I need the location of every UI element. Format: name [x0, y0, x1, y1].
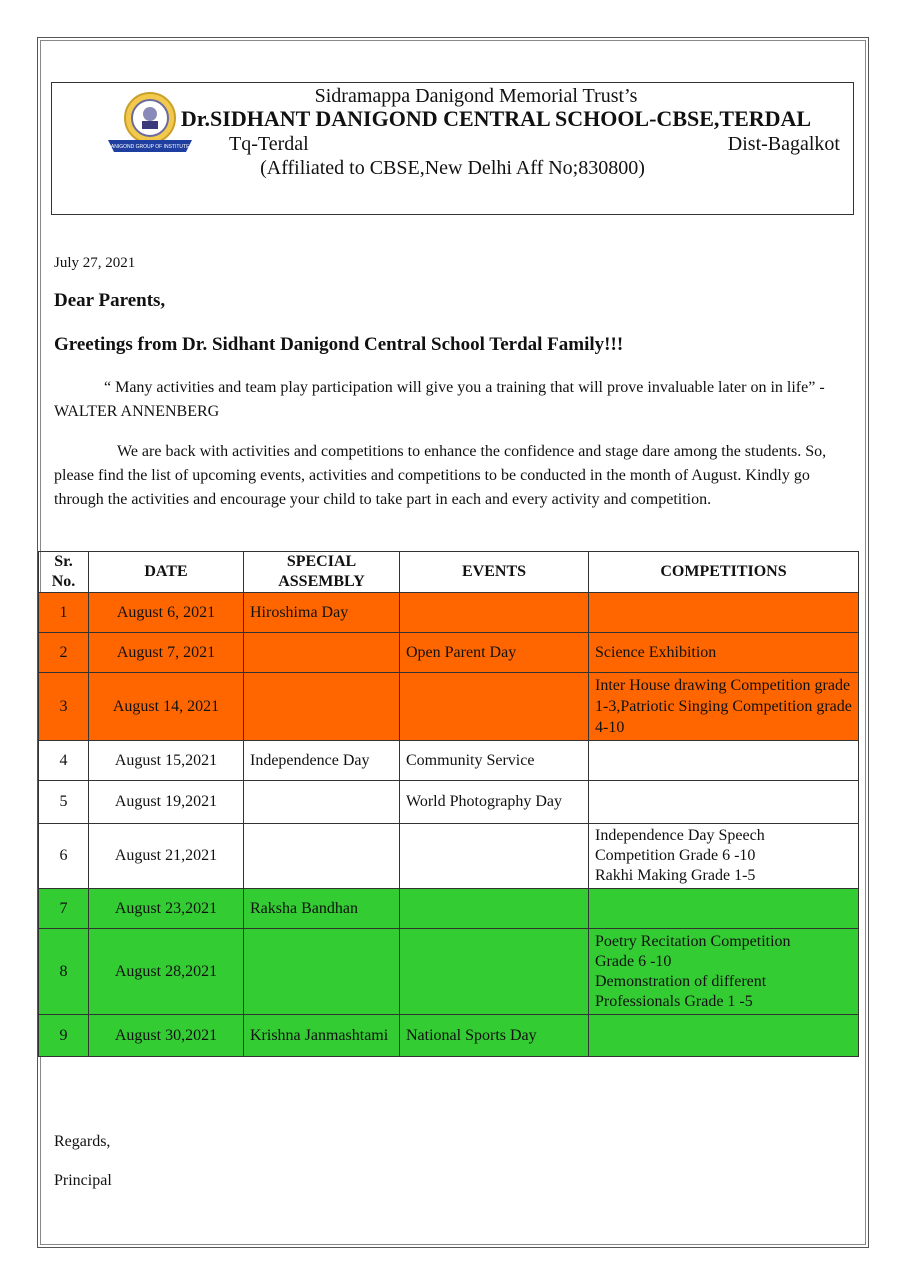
- cell-competitions: [589, 781, 859, 824]
- table-row: [39, 1015, 859, 1057]
- table-header-row: [39, 552, 859, 593]
- cell-assembly: Independence Day: [244, 741, 400, 781]
- cell-competitions: [589, 1015, 859, 1057]
- header-events: EVENTS: [400, 552, 589, 593]
- quote-paragraph: “ Many activities and team play participation will give you a training that will prove invaluable later on in life” - WALTER ANNENBERG: [54, 379, 825, 420]
- cell-sr: 5: [39, 781, 89, 824]
- cell-sr: 4: [39, 741, 89, 781]
- table-row: [39, 633, 859, 673]
- competition-line: Professionals Grade 1 -5: [595, 992, 753, 1010]
- cell-events: Open Parent Day: [400, 633, 589, 673]
- competition-line: Grade 6 -10: [595, 952, 672, 970]
- table-row: [39, 824, 859, 889]
- cell-assembly: Krishna Janmashtami: [244, 1015, 400, 1057]
- school-name: Dr.SIDHANT DANIGOND CENTRAL SCHOOL-CBSE,TERDAL: [180, 106, 812, 131]
- cell-date: August 21,2021: [89, 824, 244, 889]
- cell-assembly: Hiroshima Day: [244, 593, 400, 633]
- header-competitions: COMPETITIONS: [589, 552, 859, 593]
- table-row: [39, 781, 859, 824]
- table-row: [39, 889, 859, 929]
- logo-caption: DANIGOND GROUP OF INSTITUTES: [107, 144, 193, 150]
- cell-assembly: [244, 929, 400, 1015]
- cell-competitions: [589, 889, 859, 929]
- trust-name: Sidramappa Danigond Memorial Trust’s: [314, 85, 638, 107]
- cell-events: [400, 929, 589, 1015]
- cell-date: August 30,2021: [89, 1015, 244, 1057]
- cell-sr: 9: [39, 1015, 89, 1057]
- cell-date: August 14, 2021: [89, 673, 244, 741]
- cell-competitions: [589, 741, 859, 781]
- cell-competitions: [589, 929, 859, 1015]
- greeting-heading: Greetings from Dr. Sidhant Danigond Central School Terdal Family!!!: [54, 334, 624, 355]
- cell-sr: 3: [39, 673, 89, 741]
- competition-line: Rakhi Making Grade 1-5: [595, 867, 756, 884]
- table-row: [39, 673, 859, 741]
- cell-competitions: [589, 593, 859, 633]
- events-table: [38, 551, 859, 1057]
- cell-date: August 15,2021: [89, 741, 244, 781]
- cell-competitions: Inter House drawing Competition grade 1-3,Patriotic Singing Competition grade 4-10: [589, 673, 859, 741]
- cell-events: National Sports Day: [400, 1015, 589, 1057]
- cell-assembly: [244, 781, 400, 824]
- cell-competitions: [589, 824, 859, 889]
- letter-date: July 27, 2021: [54, 255, 136, 271]
- taluk-label: Tq-Terdal: [229, 133, 309, 155]
- cell-competitions: Science Exhibition: [589, 633, 859, 673]
- table-row: [39, 741, 859, 781]
- cell-events: [400, 593, 589, 633]
- cell-date: August 23,2021: [89, 889, 244, 929]
- district-label: Dist-Bagalkot: [727, 133, 840, 155]
- header-date: DATE: [89, 552, 244, 593]
- signature-principal: Principal: [54, 1172, 112, 1189]
- closing-regards: Regards,: [54, 1133, 111, 1150]
- cell-events: [400, 824, 589, 889]
- cell-sr: 8: [39, 929, 89, 1015]
- table-row: [39, 929, 859, 1015]
- cell-assembly: [244, 824, 400, 889]
- table-row: [39, 593, 859, 633]
- affiliation-line: (Affiliated to CBSE,New Delhi Aff No;830800): [260, 157, 645, 179]
- competition-line: Independence Day Speech: [595, 827, 765, 844]
- cell-date: August 6, 2021: [89, 593, 244, 633]
- body-paragraph: We are back with activities and competitions to enhance the confidence and stage dare among the students. So, please find the list of upcoming events, activities and competitions to be conducted in the month of August. Kindly go through the activities and encourage your child to take part in each and every activity and competition.: [54, 443, 827, 508]
- cell-events: [400, 673, 589, 741]
- cell-assembly: [244, 633, 400, 673]
- cell-events: Community Service: [400, 741, 589, 781]
- salutation: Dear Parents,: [54, 290, 166, 311]
- cell-sr: 2: [39, 633, 89, 673]
- header-assembly: SPECIAL ASSEMBLY: [244, 552, 400, 593]
- cell-assembly: [244, 673, 400, 741]
- cell-sr: 7: [39, 889, 89, 929]
- cell-date: August 7, 2021: [89, 633, 244, 673]
- cell-sr: 6: [39, 824, 89, 889]
- cell-events: [400, 889, 589, 929]
- competition-line: Poetry Recitation Competition: [595, 932, 791, 950]
- cell-events: World Photography Day: [400, 781, 589, 824]
- cell-assembly: Raksha Bandhan: [244, 889, 400, 929]
- cell-date: August 19,2021: [89, 781, 244, 824]
- cell-sr: 1: [39, 593, 89, 633]
- competition-line: Demonstration of different: [595, 972, 767, 990]
- header-sr: Sr. No.: [39, 552, 89, 593]
- competition-line: Competition Grade 6 -10: [595, 847, 756, 864]
- cell-date: August 28,2021: [89, 929, 244, 1015]
